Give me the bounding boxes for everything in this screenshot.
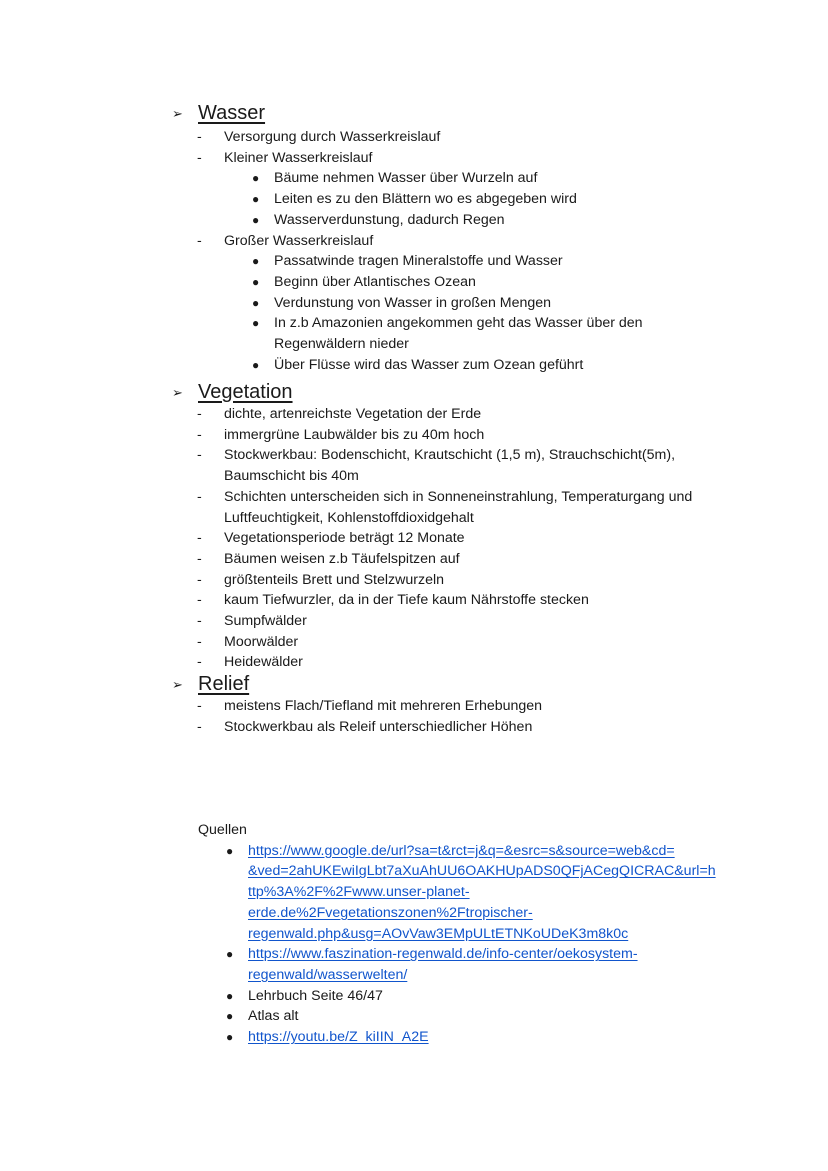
list-item-continuation bbox=[172, 466, 692, 487]
dash-bullet-icon: - bbox=[197, 571, 202, 588]
list-item-text: kaum Tiefwurzler, da in der Tiefe kaum Nährstoffe stecken bbox=[224, 592, 589, 609]
sub-list-item bbox=[224, 210, 643, 231]
dot-bullet-icon: ● bbox=[252, 212, 260, 227]
list-item bbox=[172, 611, 692, 632]
sources-section bbox=[198, 820, 716, 1048]
list-item-text: Baumschicht bis 40m bbox=[224, 468, 359, 485]
dot-bullet-icon: ● bbox=[226, 988, 234, 1003]
list-item-text: immergrüne Laubwälder bis zu 40m hoch bbox=[224, 426, 485, 443]
dash-bullet-icon: - bbox=[197, 232, 202, 249]
arrow-bullet-icon: ➢ bbox=[172, 384, 183, 400]
dot-bullet-icon: ● bbox=[226, 947, 234, 962]
sub-list bbox=[224, 168, 643, 230]
list-item-text: Stockwerkbau: Bodenschicht, Krautschicht (1,5 m), Strauchschicht(5m), bbox=[224, 447, 676, 464]
sub-list-item bbox=[224, 293, 643, 314]
list-item bbox=[172, 148, 643, 231]
sub-list-item bbox=[224, 272, 643, 293]
list-item-text: Stockwerkbau als Releif unterschiedlicher Höhen bbox=[224, 718, 533, 735]
dot-bullet-icon: ● bbox=[226, 1030, 234, 1045]
source-item bbox=[198, 1006, 716, 1027]
sub-item-text: Verdunstung von Wasser in großen Mengen bbox=[274, 294, 552, 311]
heading-vegetation: Vegetation bbox=[198, 381, 293, 403]
list-item-text: größtenteils Brett und Stelzwurzeln bbox=[224, 571, 445, 588]
list-item bbox=[172, 549, 692, 570]
source-link-faszination[interactable] bbox=[248, 944, 716, 985]
relief-list bbox=[172, 696, 542, 737]
list-item-text: Moorwälder bbox=[224, 633, 299, 650]
dash-bullet-icon: - bbox=[197, 698, 202, 714]
dot-bullet-icon: ● bbox=[252, 316, 260, 331]
section-vegetation bbox=[172, 380, 692, 673]
list-item bbox=[172, 528, 692, 549]
arrow-bullet-icon: ➢ bbox=[172, 676, 183, 692]
list-item-text: Großer Wasserkreislauf bbox=[224, 232, 374, 249]
section-wasser bbox=[172, 101, 643, 375]
list-item bbox=[172, 632, 692, 653]
sub-list-item bbox=[224, 189, 643, 210]
arrow-bullet-icon: ➢ bbox=[172, 105, 183, 121]
source-link-google[interactable] bbox=[248, 841, 716, 945]
list-item bbox=[172, 487, 692, 508]
list-item-continuation bbox=[172, 508, 692, 529]
dash-bullet-icon: - bbox=[197, 592, 202, 609]
source-item bbox=[198, 986, 716, 1007]
dash-bullet-icon: - bbox=[197, 633, 202, 650]
link-line[interactable]: regenwald.php&usg=AOvVaw3EMpULtETNKoUDeK3m8k0c bbox=[248, 925, 629, 942]
list-item-text: Vegetationsperiode beträgt 12 Monate bbox=[224, 530, 465, 547]
list-item-text: Schichten unterscheiden sich in Sonneneinstrahlung, Temperaturgang und bbox=[224, 488, 693, 505]
dot-bullet-icon: ● bbox=[226, 843, 234, 858]
list-item-text: meistens Flach/Tiefland mit mehreren Erhebungen bbox=[224, 698, 543, 714]
link-line[interactable]: ttp%3A%2F%2Fwww.unser-planet- bbox=[248, 884, 470, 901]
list-item bbox=[172, 231, 643, 376]
sources-list bbox=[198, 841, 716, 1048]
section-relief bbox=[172, 672, 542, 737]
sub-list bbox=[224, 251, 643, 375]
dot-bullet-icon: ● bbox=[252, 254, 260, 269]
link-line[interactable]: https://www.faszination-regenwald.de/info-center/oekosystem- bbox=[248, 946, 638, 963]
sub-list-item bbox=[224, 313, 643, 334]
list-item-text: Kleiner Wasserkreislauf bbox=[224, 149, 373, 166]
list-item bbox=[172, 404, 692, 425]
link-line[interactable]: https://www.google.de/url?sa=t&rct=j&q=&esrc=s&source=web&cd= bbox=[248, 842, 675, 859]
dash-bullet-icon: - bbox=[197, 718, 202, 735]
link-line[interactable]: regenwald/wasserwelten/ bbox=[248, 966, 408, 983]
dot-bullet-icon: ● bbox=[252, 295, 260, 310]
link-line[interactable]: erde.de%2Fvegetationszonen%2Ftropischer- bbox=[248, 904, 533, 921]
dash-bullet-icon: - bbox=[197, 654, 202, 671]
dot-bullet-icon: ● bbox=[252, 274, 260, 289]
dash-bullet-icon: - bbox=[197, 447, 202, 464]
list-item-text: Heidewälder bbox=[224, 654, 303, 671]
sources-label: Quellen bbox=[198, 822, 247, 838]
sub-item-text: Über Flüsse wird das Wasser zum Ozean geführt bbox=[274, 356, 584, 373]
list-item bbox=[172, 425, 692, 446]
list-item bbox=[172, 696, 542, 717]
sub-item-text: Passatwinde tragen Mineralstoffe und Wasser bbox=[274, 253, 563, 270]
sub-item-text: Wasserverdunstung, dadurch Regen bbox=[274, 211, 505, 228]
dash-bullet-icon: - bbox=[197, 613, 202, 630]
list-item bbox=[172, 652, 692, 673]
heading-wasser: Wasser bbox=[198, 102, 266, 124]
sub-item-text: Regenwäldern nieder bbox=[274, 336, 409, 353]
list-item bbox=[172, 717, 542, 738]
source-item bbox=[198, 841, 716, 945]
source-text-lehrbuch: Lehrbuch Seite 46/47 bbox=[248, 987, 383, 1004]
sub-item-text: Leiten es zu den Blättern wo es abgegeben wird bbox=[274, 191, 577, 208]
dot-bullet-icon: ● bbox=[252, 171, 260, 186]
sub-item-text: Bäume nehmen Wasser über Wurzeln auf bbox=[274, 170, 538, 187]
sub-list-item bbox=[224, 168, 643, 189]
dot-bullet-icon: ● bbox=[252, 357, 260, 372]
dash-bullet-icon: - bbox=[197, 129, 202, 145]
list-item-text: Bäumen weisen z.b Täufelspitzen auf bbox=[224, 550, 460, 567]
source-item bbox=[198, 944, 716, 985]
sub-item-text: Beginn über Atlantisches Ozean bbox=[274, 273, 476, 290]
list-item bbox=[172, 445, 692, 466]
dash-bullet-icon: - bbox=[197, 406, 202, 422]
section-heading bbox=[172, 380, 692, 404]
sub-list-item-continuation bbox=[224, 334, 643, 355]
section-heading bbox=[172, 672, 542, 696]
source-text-atlas: Atlas alt bbox=[248, 1008, 299, 1025]
sub-list-item bbox=[224, 355, 643, 376]
list-item-text: dichte, artenreichste Vegetation der Erde bbox=[224, 406, 482, 422]
sub-item-text: In z.b Amazonien angekommen geht das Wasser über den bbox=[274, 315, 643, 332]
dash-bullet-icon: - bbox=[197, 426, 202, 443]
list-item bbox=[172, 570, 692, 591]
list-item bbox=[172, 127, 643, 148]
section-heading bbox=[172, 101, 643, 125]
dot-bullet-icon: ● bbox=[252, 192, 260, 207]
heading-relief: Relief bbox=[198, 673, 250, 695]
sub-list-item bbox=[224, 251, 643, 272]
dash-bullet-icon: - bbox=[197, 550, 202, 567]
source-link-youtube[interactable]: https://youtu.be/Z_kiIIN_A2E bbox=[248, 1029, 429, 1046]
list-item bbox=[172, 590, 692, 611]
list-item-text: Luftfeuchtigkeit, Kohlenstoffdioxidgehalt bbox=[224, 509, 474, 526]
wasser-list bbox=[172, 127, 643, 375]
list-item-text: Sumpfwälder bbox=[224, 613, 307, 630]
vegetation-list bbox=[172, 404, 692, 673]
dash-bullet-icon: - bbox=[197, 488, 202, 505]
source-item bbox=[198, 1027, 716, 1048]
dash-bullet-icon: - bbox=[197, 530, 202, 547]
link-line[interactable]: &ved=2ahUKEwiIgLbt7aXuAhUU6OAKHUpADS0QFjACegQICRAC&url=h bbox=[248, 863, 716, 880]
list-item-text: Versorgung durch Wasserkreislauf bbox=[224, 129, 441, 145]
dash-bullet-icon: - bbox=[197, 149, 202, 166]
dot-bullet-icon: ● bbox=[226, 1009, 234, 1024]
